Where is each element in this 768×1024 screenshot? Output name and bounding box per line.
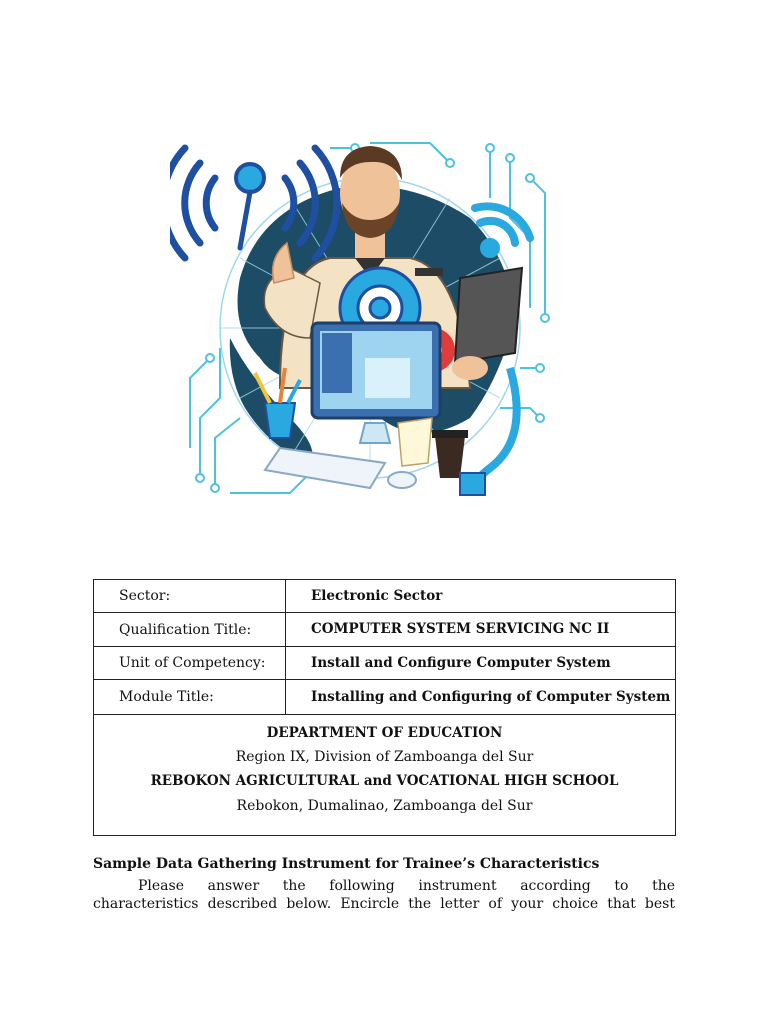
instructions-line-1: Please answer the following instrument according to the — [138, 878, 675, 894]
school-address: Rebokon, Dumalinao, Zamboanga del Sur — [236, 798, 533, 814]
instructions-line-2: characteristics described below. Encircle the letter of your choice that best — [93, 896, 675, 912]
module-title-label: Module Title: — [94, 680, 286, 714]
module-title-value: Installing and Configuring of Computer System — [311, 688, 671, 705]
table-row — [94, 680, 675, 715]
sector-label: Sector: — [94, 580, 286, 612]
qualification-title-label: Qualification Title: — [94, 613, 286, 646]
table-row — [94, 647, 675, 680]
mouse-icon — [388, 472, 416, 488]
instrument-heading: Sample Data Gathering Instrument for Trainee’s Characteristics — [93, 856, 600, 872]
sector-value: Electronic Sector — [311, 587, 443, 604]
coffee-cup-icon — [432, 430, 468, 478]
technician-illustration — [170, 118, 560, 508]
table-row — [94, 613, 675, 647]
instrument-instructions — [93, 877, 675, 913]
unit-of-competency-value: Install and Configure Computer System — [311, 654, 611, 671]
module-info-table — [93, 579, 676, 836]
department-name: DEPARTMENT OF EDUCATION — [266, 725, 503, 741]
notepad-icon — [398, 418, 432, 466]
region-division: Region IX, Division of Zamboanga del Sur — [235, 749, 534, 765]
unit-of-competency-label: Unit of Competency: — [94, 647, 286, 679]
table-row — [94, 580, 675, 613]
qualification-title-value: COMPUTER SYSTEM SERVICING NC II — [311, 621, 610, 637]
school-info-block — [94, 715, 675, 835]
school-name: REBOKON AGRICULTURAL and VOCATIONAL HIGH SCHOOL — [150, 773, 619, 789]
